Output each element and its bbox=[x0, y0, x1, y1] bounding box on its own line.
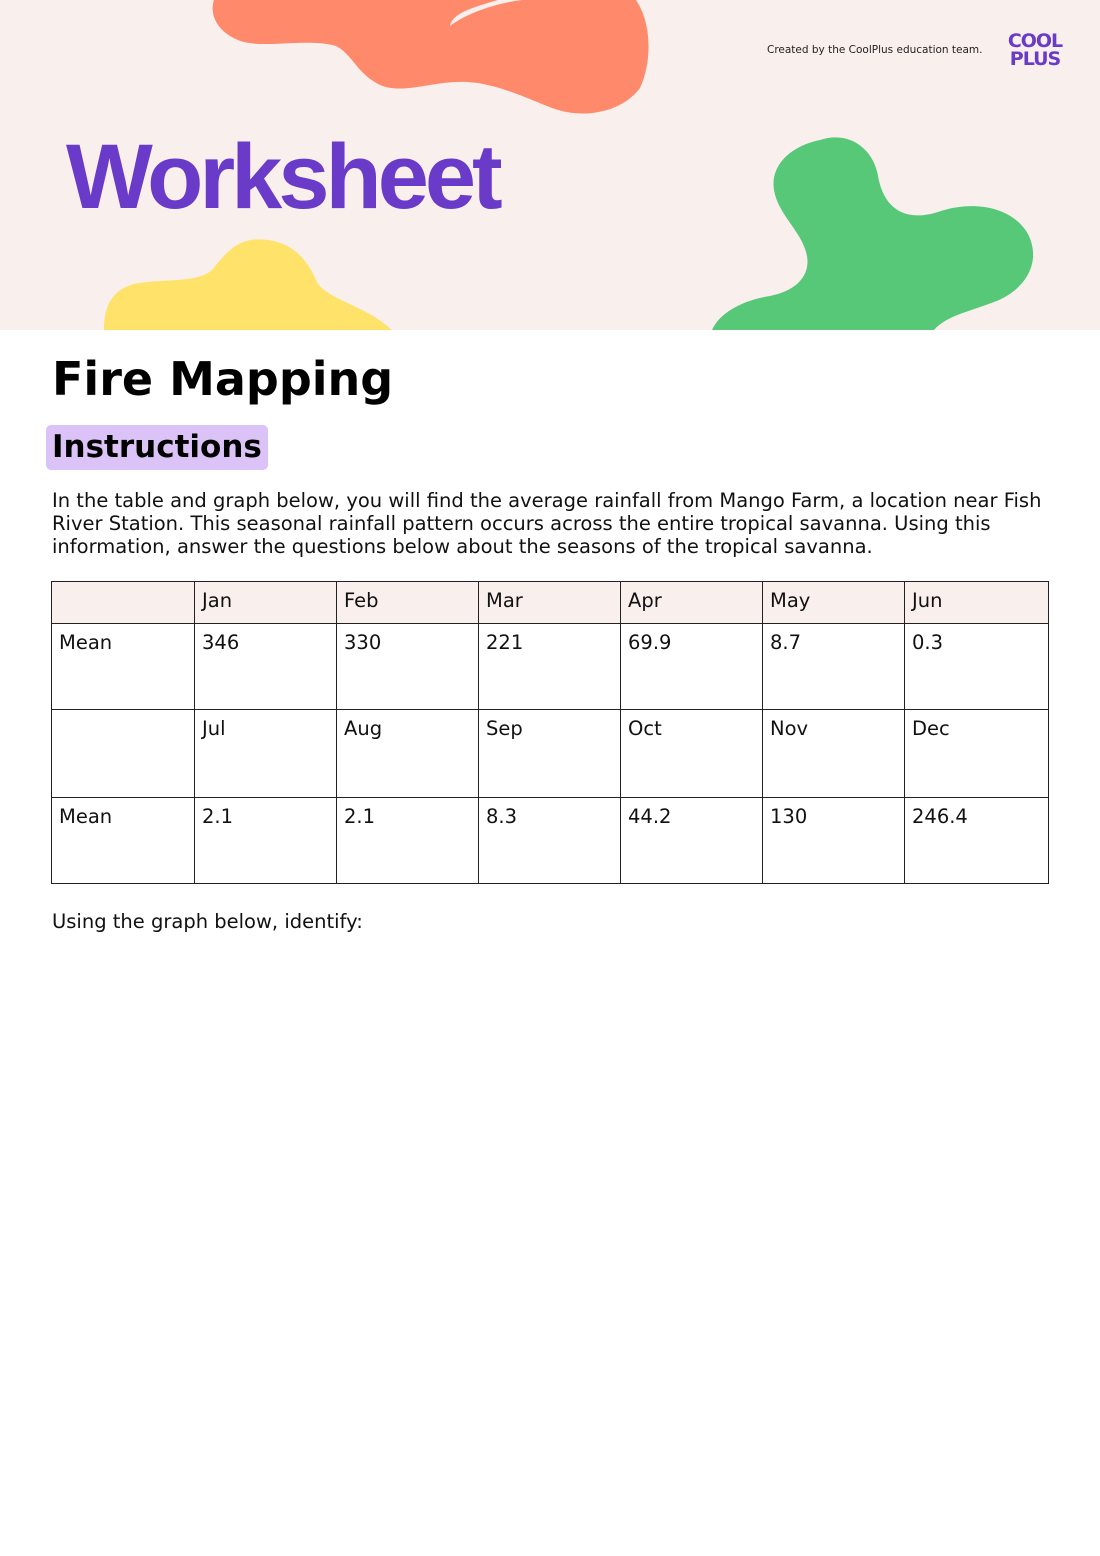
month-cell: Jul bbox=[195, 710, 337, 798]
value-cell: 246.4 bbox=[905, 798, 1049, 884]
value-cell: 2.1 bbox=[195, 798, 337, 884]
instructions-text: In the table and graph below, you will find the average rainfall from Mango Farm, a location near Fish River Station. This seasonal rainfall pattern occurs across the entire tropical savanna. Using this information, answer the questions below about the seasons of the tropical savanna. bbox=[52, 489, 1042, 558]
logo-line-2: PLUS bbox=[1009, 48, 1061, 70]
month-cell: Oct bbox=[621, 710, 763, 798]
month-header-row-2 bbox=[52, 710, 1049, 798]
month-cell: Jan bbox=[195, 582, 337, 624]
header-banner bbox=[0, 0, 1100, 330]
logo-line-1: COOL bbox=[1007, 30, 1063, 52]
month-cell: Sep bbox=[479, 710, 621, 798]
value-cell: 8.3 bbox=[479, 798, 621, 884]
table-corner-cell bbox=[52, 582, 195, 624]
mean-row-2 bbox=[52, 798, 1049, 884]
table-blank-cell bbox=[52, 710, 195, 798]
value-cell: 8.7 bbox=[763, 624, 905, 710]
value-cell: 2.1 bbox=[337, 798, 479, 884]
month-cell: Aug bbox=[337, 710, 479, 798]
value-cell: 130 bbox=[763, 798, 905, 884]
value-cell: 69.9 bbox=[621, 624, 763, 710]
value-cell: 346 bbox=[195, 624, 337, 710]
month-cell: Nov bbox=[763, 710, 905, 798]
worksheet-title: Worksheet bbox=[66, 126, 499, 228]
month-cell: Dec bbox=[905, 710, 1049, 798]
row-label-cell: Mean bbox=[52, 624, 195, 710]
month-cell: Apr bbox=[621, 582, 763, 624]
month-cell: Feb bbox=[337, 582, 479, 624]
page-title: Fire Mapping bbox=[52, 352, 394, 406]
rainfall-table bbox=[51, 581, 1049, 884]
value-cell: 44.2 bbox=[621, 798, 763, 884]
value-cell: 330 bbox=[337, 624, 479, 710]
value-cell: 0.3 bbox=[905, 624, 1049, 710]
month-header-row-1 bbox=[52, 582, 1049, 624]
row-label-cell: Mean bbox=[52, 798, 195, 884]
month-cell: May bbox=[763, 582, 905, 624]
value-cell: 221 bbox=[479, 624, 621, 710]
green-blob bbox=[712, 137, 1033, 330]
instructions-heading: Instructions bbox=[46, 425, 268, 470]
graph-prompt: Using the graph below, identify: bbox=[52, 910, 363, 933]
yellow-blob bbox=[104, 239, 392, 330]
month-cell: Mar bbox=[479, 582, 621, 624]
month-cell: Jun bbox=[905, 582, 1049, 624]
credit-line: Created by the CoolPlus education team. bbox=[767, 44, 983, 56]
mean-row-1 bbox=[52, 624, 1049, 710]
coolplus-logo bbox=[1003, 32, 1067, 74]
orange-blob bbox=[213, 0, 649, 114]
